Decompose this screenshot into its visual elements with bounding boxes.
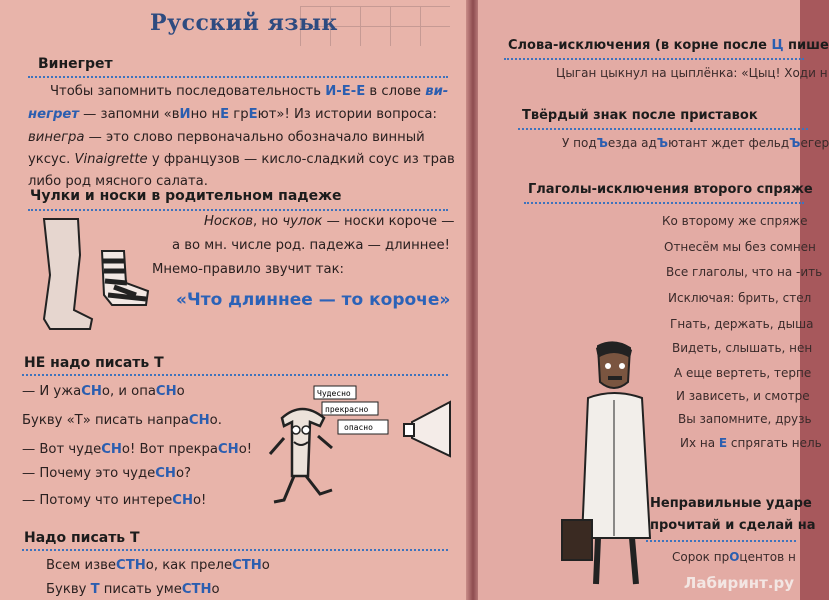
- sign-word-top: Чудесно: [317, 389, 351, 398]
- verb-line-4: Исключая: брить, стел: [668, 291, 812, 305]
- dotted-divider: [524, 202, 804, 204]
- verb-line-9: Вы запомните, друзь: [678, 412, 812, 426]
- letter-t-megaphone-illustration: [262, 378, 462, 518]
- no-t-line-4: — Почему это чудеСНо?: [22, 466, 192, 481]
- verb-line-6: Видеть, слышать, нен: [672, 341, 813, 355]
- socks-line-2: а во мн. числе род. падежа — длиннее!: [172, 238, 450, 253]
- verb-line-8: И зависеть, и смотре: [676, 389, 810, 403]
- heading-socks: Чулки и носки в родительном падеже: [30, 188, 342, 204]
- heading-yes-t: Надо писать Т: [24, 530, 140, 546]
- sign-word-bottom: опасно: [344, 423, 373, 432]
- heading-no-t: НЕ надо писать Т: [24, 355, 164, 371]
- no-t-line-3: — Вот чудеСНо! Вот прекраСНо!: [22, 442, 253, 457]
- heading-hard-sign: Твёрдый знак после приставок: [522, 108, 758, 123]
- dotted-divider: [28, 76, 448, 78]
- dotted-divider: [22, 374, 448, 376]
- verb-line-10: Их на Е спрягать нель: [680, 436, 822, 450]
- socks-rule: «Что длиннее — то короче»: [176, 290, 451, 310]
- megaphone-icon: [404, 402, 450, 456]
- dotted-divider: [504, 58, 804, 60]
- stocking-icon: [44, 219, 92, 329]
- verb-line-5: Гнать, держать, дыша: [670, 317, 814, 331]
- vinegret-line-1: Чтобы запомнить последовательность И-Е-Е в слове ви-: [50, 84, 449, 99]
- heading-stress-2: прочитай и сделай на: [650, 518, 816, 533]
- dotted-divider: [22, 549, 448, 551]
- verb-line-3: Все глаголы, что на -ить: [666, 265, 823, 279]
- exception-words-line: Цыган цыкнул на цыплёнка: «Цыц! Ходи н: [556, 66, 828, 80]
- stocking-and-sock-illustration: [30, 215, 160, 335]
- teacher-icon: [562, 342, 650, 584]
- dotted-divider: [28, 209, 448, 211]
- yes-t-line-2: Букву Т писать умеСТНо: [46, 582, 220, 597]
- verb-line-1: Ко второму же спряже: [662, 214, 808, 228]
- vinegret-line-4: уксус. Vinaigrette у французов — кисло-сладкий соус из трав: [28, 152, 455, 167]
- verb-line-7: А еще вертеть, терпе: [674, 366, 812, 380]
- letter-t-character-icon: [270, 409, 332, 502]
- stress-line: Сорок прОцентов н: [672, 550, 796, 564]
- socks-line-1: Носков, но чулок — носки короче —: [204, 214, 455, 229]
- socks-line-3: Мнемо-правило звучит так:: [152, 262, 344, 277]
- no-t-line-1: — И ужаСНо, и опаСНо: [22, 384, 185, 399]
- right-page: [478, 0, 829, 600]
- verb-line-2: Отнесём мы без сомнен: [664, 240, 816, 254]
- vinegret-line-2: негрет — запомни «вИно нЕ грЕют»! Из истории вопроса:: [28, 107, 437, 122]
- no-t-line-5: — Потому что интереСНо!: [22, 493, 207, 508]
- sock-icon: [102, 251, 148, 305]
- hard-sign-line: У подЪезда адЪютант ждет фельдЪегер: [562, 136, 829, 150]
- teacher-illustration: [558, 338, 668, 600]
- heading-stress-1: Неправильные ударе: [650, 496, 812, 511]
- word-signs: [314, 386, 388, 434]
- heading-exception-words: Слова-исключения (в корне после Ц пише: [508, 38, 829, 53]
- page-title: Русский язык: [150, 10, 338, 36]
- heading-verb-exceptions: Глаголы-исключения второго спряже: [528, 182, 813, 197]
- vinegret-line-5: либо род мясного салата.: [28, 174, 208, 189]
- dotted-divider: [646, 540, 796, 542]
- sign-word-mid: прекрасно: [325, 405, 369, 414]
- no-t-line-2: Букву «Т» писать напраСНо.: [22, 413, 222, 428]
- vinegret-line-3: винегра — это слово первоначально обозначало винный: [28, 130, 425, 145]
- watermark: Лабиринт.ру: [683, 574, 794, 592]
- heading-vinegret: Винегрет: [38, 56, 113, 72]
- dotted-divider: [518, 128, 808, 130]
- yes-t-line-1: Всем извеСТНо, как прелеСТНо: [46, 558, 270, 573]
